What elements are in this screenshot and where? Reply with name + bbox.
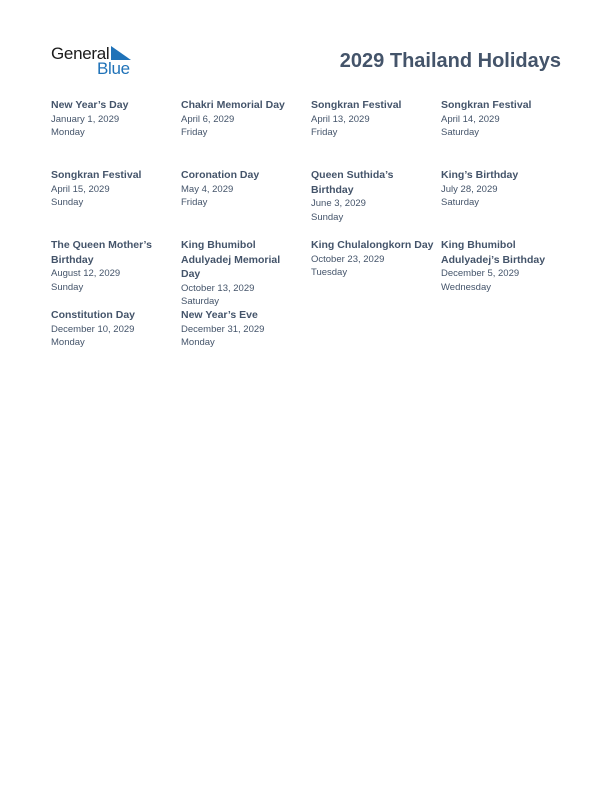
holiday-date: December 5, 2029 [441, 268, 520, 279]
holiday-entry [181, 308, 307, 350]
holiday-entry [181, 168, 307, 210]
holiday-weekday: Monday [181, 337, 215, 348]
holiday-weekday: Monday [51, 337, 85, 348]
holiday-entry [51, 238, 161, 294]
holiday-name: Coronation Day [181, 169, 260, 181]
holiday-weekday: Sunday [311, 211, 344, 223]
holiday-name: King Bhumibol Adulyadej’s Birthday [441, 239, 546, 266]
holiday-date: October 13, 2029 [181, 282, 255, 294]
logo-word-general: General [51, 44, 110, 63]
logo-word-blue: Blue [97, 59, 130, 78]
holiday-name: Queen Suthida’s Birthday [311, 169, 394, 196]
holiday-date: June 3, 2029 [311, 198, 366, 209]
holiday-name: Songkran Festival [441, 99, 532, 111]
holiday-date: July 28, 2029 [441, 183, 498, 195]
generalblue-logo [51, 44, 141, 78]
holiday-date: April 6, 2029 [181, 113, 235, 125]
holiday-entry [311, 238, 439, 280]
holiday-date: December 31, 2029 [181, 323, 265, 335]
holiday-name: The Queen Mother’s Birthday [51, 239, 152, 266]
holiday-entry [441, 238, 559, 294]
holiday-weekday: Wednesday [441, 281, 491, 293]
holiday-weekday: Tuesday [311, 267, 348, 278]
holiday-name: New Year’s Eve [181, 309, 258, 321]
holiday-date: May 4, 2029 [181, 183, 234, 195]
holiday-entry [51, 168, 177, 210]
holiday-weekday: Friday [181, 127, 208, 138]
holiday-name: King Bhumibol Adulyadej Memorial Day [181, 239, 281, 280]
holiday-entry [51, 308, 177, 350]
holiday-date: April 13, 2029 [311, 113, 370, 125]
holiday-name: Songkran Festival [51, 169, 142, 181]
holiday-entry [311, 168, 411, 224]
holiday-date: October 23, 2029 [311, 253, 385, 265]
holiday-weekday: Friday [181, 197, 208, 208]
holiday-date: December 10, 2029 [51, 323, 135, 335]
holiday-date: April 14, 2029 [441, 113, 500, 125]
holiday-name: King Chulalongkorn Day [311, 239, 434, 251]
holiday-name: Songkran Festival [311, 99, 402, 111]
holiday-date: August 12, 2029 [51, 268, 121, 279]
holiday-name: Constitution Day [51, 309, 135, 321]
holiday-name: Chakri Memorial Day [181, 99, 285, 111]
holiday-name: King’s Birthday [441, 169, 519, 181]
holiday-weekday: Monday [51, 127, 85, 138]
holiday-date: April 15, 2029 [51, 183, 110, 195]
holiday-entry [181, 98, 307, 140]
holiday-entry [441, 98, 567, 140]
holiday-weekday: Saturday [441, 127, 480, 138]
holiday-name: New Year’s Day [51, 99, 129, 111]
holiday-weekday: Saturday [181, 296, 220, 307]
holiday-entry [311, 98, 437, 140]
page-title: 2029 Thailand Holidays [339, 50, 561, 72]
logo-flag-icon [111, 46, 131, 60]
holiday-weekday: Sunday [51, 197, 84, 208]
holiday-entry [441, 168, 567, 210]
holiday-entry [51, 98, 177, 140]
holiday-weekday: Saturday [441, 197, 480, 208]
holiday-entry [181, 238, 293, 309]
holiday-weekday: Sunday [51, 281, 84, 293]
holiday-weekday: Friday [311, 127, 338, 138]
holiday-date: January 1, 2029 [51, 113, 120, 125]
